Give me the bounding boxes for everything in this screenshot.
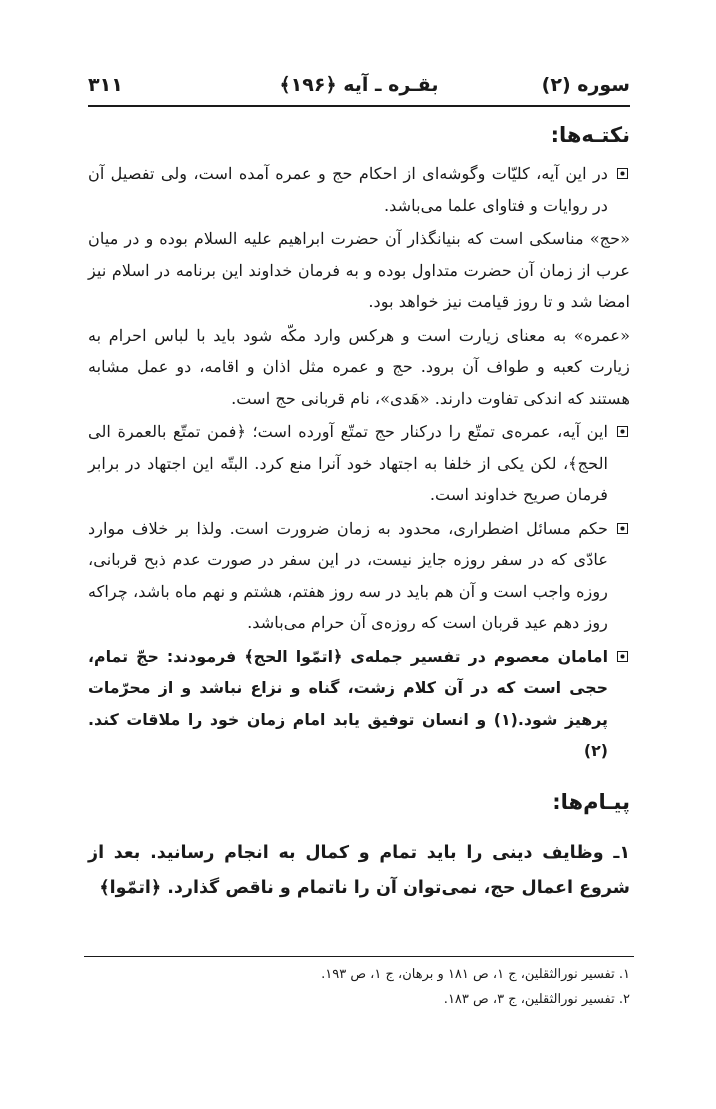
- note-paragraph: «حج» مناسکی است که بنیانگذار آن حضرت ابراهیم علیه السلام بوده و در میان عرب از زمان آن حضرت متداول بوده و به فرمان خداوند این برنامه در اسلام نیز امضا شد و تا روز قیامت نیز خواهد بود.: [88, 229, 630, 311]
- footnote: ۱. تفسیر نورالثقلین، ج ۱، ص ۱۸۱ و برهان، ج ۱، ص ۱۹۳.: [321, 967, 630, 982]
- message-item: ۱ـ وظایف دینی را باید تمام و کمال به انجام رسانید. بعد از شروع اعمال حج، نمی‌توان آن را ناتمام و ناقص گذارد. ﴿اتمّوا﴾: [88, 843, 630, 898]
- footnotes: [88, 962, 630, 1012]
- page-number: ۳۱۱: [88, 74, 123, 96]
- note-paragraph: در این آیه، کلیّات وگوشه‌ای از احکام حج و عمره آمده است، ولی تفصیل آن در روایات و فتاوای علما می‌باشد.: [88, 158, 630, 221]
- note-paragraph: «عمره» به معنای زیارت است و هرکس وارد مکّه شود باید با لباس احرام به زیارت کعبه و طواف آن برود. حج و عمره مثل اذان و اقامه، دو عمل مشابه هستند که اندکی تفاوت دارند. «هَدی»، نام قربانی حج است.: [88, 325, 630, 408]
- section-title-payamha: پیـام‌ها:: [552, 789, 630, 814]
- header-ayah: بقـره ـ آیه ﴿۱۹۶﴾: [279, 74, 439, 96]
- header-divider: [88, 105, 630, 107]
- running-header: [88, 72, 630, 102]
- footnote: ۲. تفسیر نورالثقلین، ج ۳، ص ۱۸۳.: [443, 992, 630, 1007]
- footnote-divider: [84, 956, 634, 957]
- note-paragraph: این آیه، عمره‌ی تمتّع را درکنار حج تمتّع آورده است؛ ﴿فمن تمتّع بالعمرة الی الحج﴾، لکن یکی از خلفا به اجتهاد خود آنرا منع کرد. البتّه این اجتهاد در برابر فرمان صریح خداوند است.: [88, 416, 630, 511]
- note-paragraph: امامان معصوم در تفسیر جمله‌ی ﴿اتمّوا الحج﴾ فرمودند: حجّ تمام، حجی است که در آن کلام زشت، گناه و نزاع نباشد و از محرّمات پرهیز شود.(۱) و انسان توفیق یابد امام زمان خود را ملاقات کند.(۲): [88, 641, 630, 767]
- header-surah: سوره (۲): [541, 74, 630, 96]
- main-content: [88, 118, 630, 924]
- note-paragraph: حکم مسائل اضطراری، محدود به زمان ضرورت است. ولذا بر خلاف موارد عادّی که در سفر روزه جایز نیست، در این سفر در صورت عدم ذبح قربانی، روزه واجب است و آن هم باید در سه روز هفتم، هشتم و نهم ماه باشد، چراکه روز دهم عید قربان است که روزه‌ی آن حرام می‌باشد.: [88, 513, 630, 639]
- section-title-nokteha: نکتـه‌ها:: [550, 123, 630, 147]
